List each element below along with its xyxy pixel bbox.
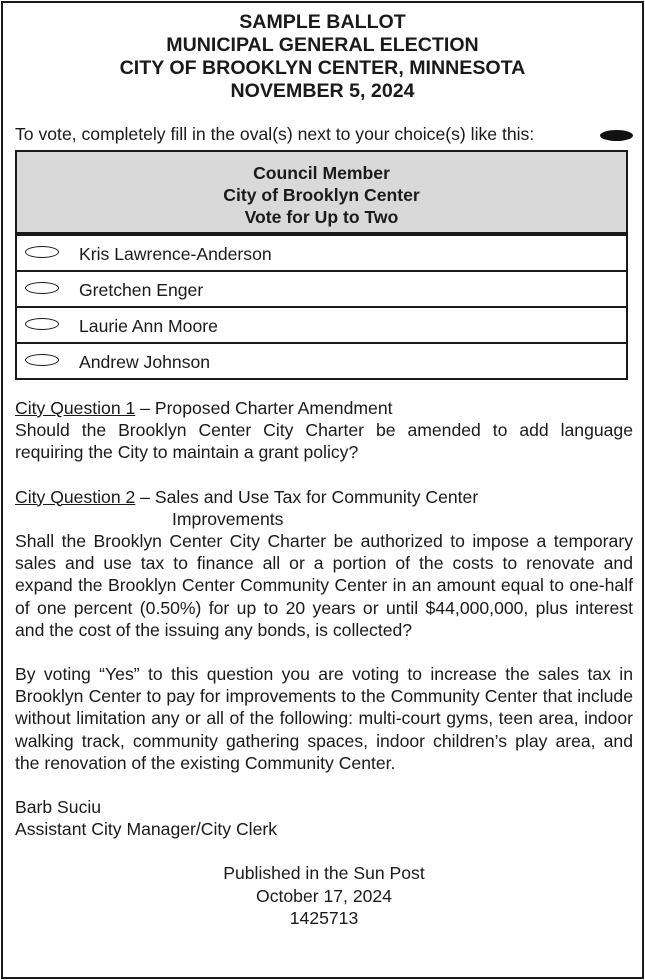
- candidate-row[interactable]: [17, 342, 626, 378]
- race-jurisdiction: City of Brooklyn Center: [223, 185, 420, 205]
- candidate-row[interactable]: [17, 234, 626, 270]
- question-2-subject: – Sales and Use Tax for Community Center: [135, 486, 479, 507]
- question-2-text: Shall the Brooklyn Center City Charter be authorized to impose a temporary sales and use tax to finance all or a portion of the costs to renovate and expand the Brooklyn Center Community Center in an amount equal to one-half of one percent (0.50%) for up to 20 years or until $44,000,000, plus interest and the cost of the issuing any bonds, is collected?: [15, 531, 633, 640]
- voting-instructions: [15, 123, 635, 145]
- question-2-label: City Question 2: [15, 486, 136, 507]
- instructions-text: To vote, completely fill in the oval(s) next to your choice(s) like this:: [15, 124, 535, 144]
- question-2-title: [15, 486, 633, 508]
- question-1-subject: – Proposed Charter Amendment: [135, 398, 393, 418]
- question-2-explanation: By voting “Yes” to this question you are voting to increase the sales tax in Brooklyn Center to pay for improvements to the Community Center that include without limitation any or all of the following: multi-court gyms, teen area, indoor walking track, community gathering spaces, indoor children’s play area, and the renovation of the existing Community Center.: [15, 664, 633, 773]
- candidate-name: Kris Lawrence-Anderson: [79, 244, 272, 264]
- race-header: [17, 152, 626, 234]
- candidate-name: Laurie Ann Moore: [79, 316, 218, 336]
- empty-oval-icon[interactable]: [25, 318, 59, 330]
- ballot-questions: [15, 397, 633, 929]
- question-1-label: City Question 1: [15, 398, 136, 418]
- candidate-name: Andrew Johnson: [79, 352, 211, 372]
- candidate-row[interactable]: [17, 270, 626, 306]
- filled-oval-icon: [600, 130, 633, 141]
- race-vote-instruction: Vote for Up to Two: [244, 207, 399, 227]
- publication-date: October 17, 2024: [256, 885, 392, 906]
- question-1-text: Should the Brooklyn Center City Charter be amended to add language requiring the City to maintain a grant policy?: [15, 420, 633, 463]
- council-member-race: [15, 150, 628, 380]
- empty-oval-icon[interactable]: [25, 246, 59, 258]
- publication-number: 1425713: [289, 907, 359, 928]
- candidate-name: Gretchen Enger: [79, 280, 204, 300]
- header-line-4: NOVEMBER 5, 2024: [230, 80, 415, 102]
- header-line-2: MUNICIPAL GENERAL ELECTION: [166, 34, 479, 56]
- race-title: Council Member: [253, 163, 390, 183]
- candidate-row[interactable]: [17, 306, 626, 342]
- question-1-title: [15, 397, 633, 419]
- ballot-header: [3, 11, 642, 103]
- header-line-3: CITY OF BROOKLYN CENTER, MINNESOTA: [119, 57, 526, 79]
- signer-name: Barb Suciu: [15, 797, 102, 818]
- signer-title: Assistant City Manager/City Clerk: [15, 819, 278, 840]
- empty-oval-icon[interactable]: [25, 354, 59, 366]
- header-line-1: SAMPLE BALLOT: [239, 11, 406, 33]
- publication-info: [15, 862, 633, 929]
- empty-oval-icon[interactable]: [25, 282, 59, 294]
- publication-line: Published in the Sun Post: [223, 863, 425, 884]
- question-2-title-continued: Improvements: [172, 508, 284, 529]
- ballot-notice: [1, 1, 644, 979]
